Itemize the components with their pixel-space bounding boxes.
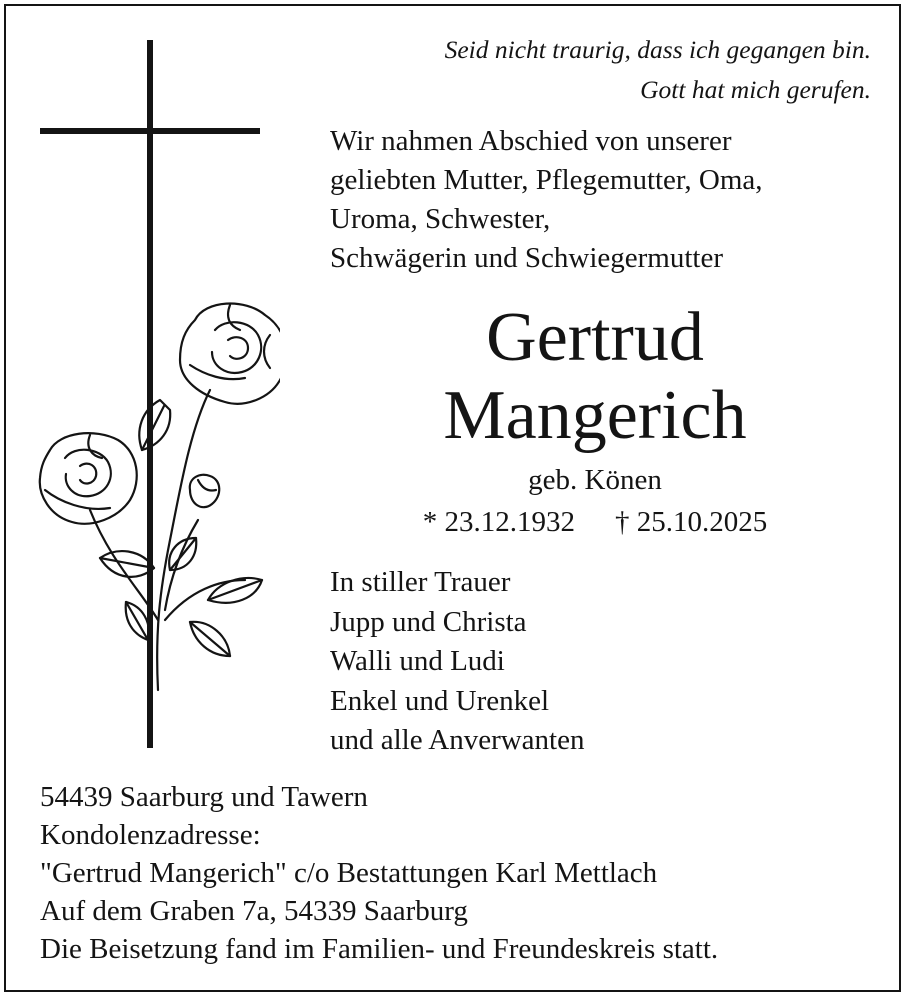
address-line: Kondolenzadresse:	[40, 819, 261, 851]
mourner-line: Jupp und Christa	[330, 605, 527, 638]
intro-line: Schwägerin und Schwiegermutter	[330, 242, 724, 274]
death-date: † 25.10.2025	[615, 506, 768, 538]
intro-line: Uroma, Schwester,	[330, 203, 551, 235]
life-dates	[345, 502, 845, 542]
mourners-list	[330, 563, 584, 761]
intro-line: Wir nahmen Abschied von unserer	[330, 125, 732, 157]
intro-text	[330, 122, 763, 278]
mourner-line: Enkel und Urenkel	[330, 684, 550, 717]
deceased-first-name: Gertrud	[486, 299, 704, 376]
birth-date: * 23.12.1932	[422, 506, 575, 538]
intro-line: geliebten Mutter, Pflegemutter, Oma,	[330, 164, 763, 196]
motto-line: Gott hat mich gerufen.	[640, 75, 871, 104]
cross-icon-beam	[40, 128, 260, 134]
motto	[445, 30, 871, 110]
address-line: Auf dem Graben 7a, 54339 Saarburg	[40, 895, 468, 927]
mourner-line: In stiller Trauer	[330, 566, 511, 598]
address-line: "Gertrud Mangerich" c/o Bestattungen Karl Mettlach	[40, 857, 658, 889]
rose-illustration-icon	[30, 290, 280, 710]
address-line: 54439 Saarburg und Tawern	[40, 781, 368, 813]
birth-name: geb. Könen	[528, 464, 662, 496]
mourner-line: Walli und Ludi	[330, 645, 505, 677]
deceased-last-name: Mangerich	[443, 377, 747, 454]
address-line: Die Beisetzung fand im Familien- und Freundeskreis statt.	[40, 933, 719, 965]
mourner-line: und alle Anverwanten	[330, 724, 585, 756]
motto-line: Seid nicht traurig, dass ich gegangen bin.	[444, 35, 871, 64]
condolence-address	[40, 778, 718, 968]
